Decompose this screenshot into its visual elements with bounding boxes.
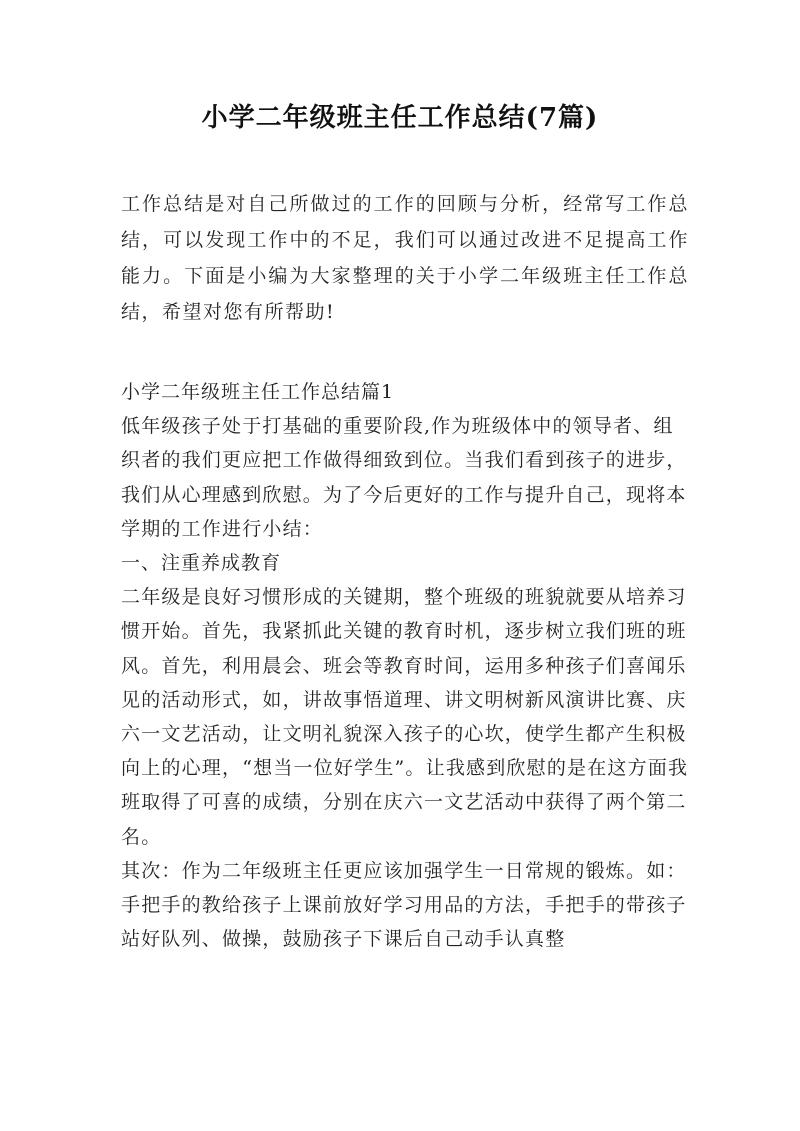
document-body xyxy=(121,375,693,956)
subheading: 一、注重养成教育 xyxy=(121,552,282,575)
body-paragraph: 其次：作为二年级班主任更应该加强学生一日常规的锻炼。如：手把手的教给孩子上课前放好学习用品的方法，手把手的带孩子站好队列、做操，鼓励孩子下课后自己动手认真整 xyxy=(121,859,687,951)
document-title: 小学二年级班主任工作总结(7篇) xyxy=(201,103,599,133)
section-title: 小学二年级班主任工作总结篇1 xyxy=(121,381,395,403)
body-paragraph: 低年级孩子处于打基础的重要阶段,作为班级体中的领导者、组织者的我们更应把工作做得细致到位。当我们看到孩子的进步，我们从心理感到欣慰。为了今后更好的工作与提升自己，现将本学期的工作进行小结： xyxy=(121,415,687,540)
body-paragraph: 二年级是良好习惯形成的关键期，整个班级的班貌就要从培养习惯开始。首先，我紧抓此关键的教育时机，逐步树立我们班的班风。首先，利用晨会、班会等教育时间，运用多种孩子们喜闻乐见的活动形式，如，讲故事悟道理、讲文明树新风演讲比赛、庆六一文艺活动，让文明礼貌深入孩子的心坎，使学生都产生积极向上的心理，“想当一位好学生”。让我感到欣慰的是在这方面我班取得了可喜的成绩，分别在庆六一文艺活动中获得了两个第二名。 xyxy=(121,586,689,848)
intro-paragraph: 工作总结是对自己所做过的工作的回顾与分析，经常写工作总结，可以发现工作中的不足，我们可以通过改进不足提高工作能力。下面是小编为大家整理的关于小学二年级班主任工作总结，希望对您有所帮助! xyxy=(121,193,689,323)
